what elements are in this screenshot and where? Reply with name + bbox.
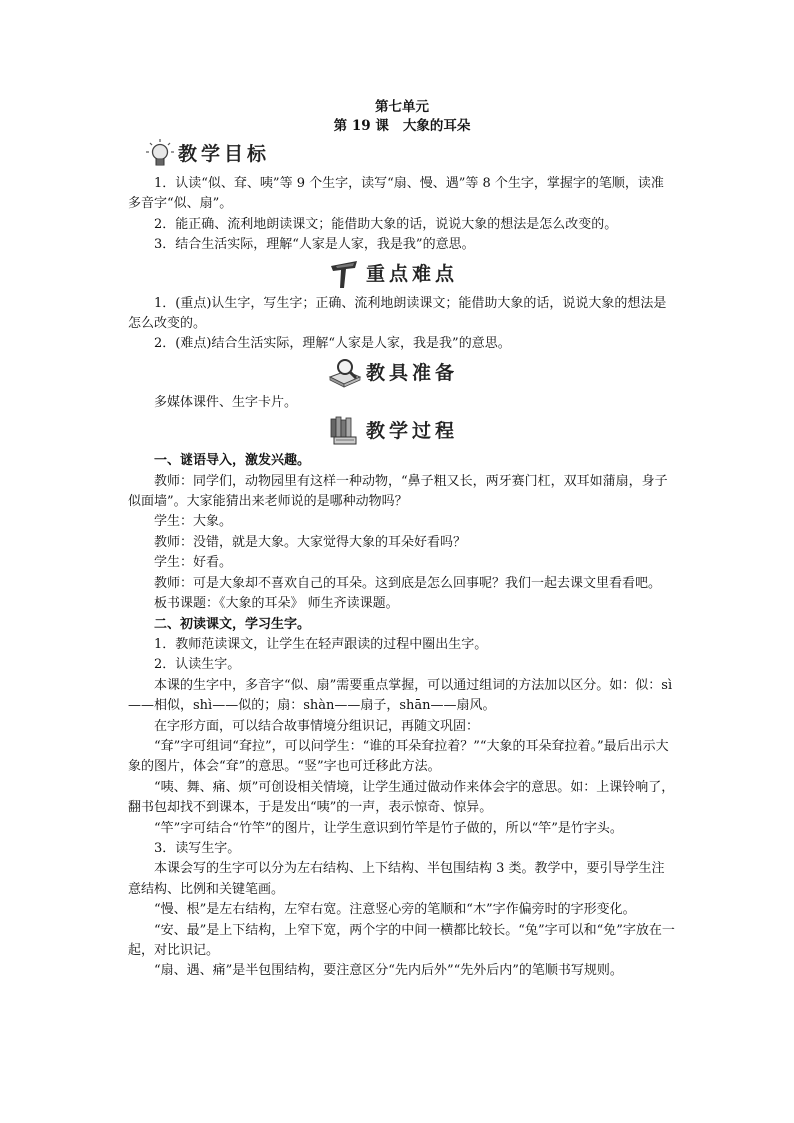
section-header-materials xyxy=(128,357,676,389)
process-paragraph: “扇、遇、痛”是半包围结构，要注意区分“先内后外”“先外后内”的笔顺书写规则。 xyxy=(154,963,623,979)
section-title-keypoints: 重点难点 xyxy=(366,262,459,285)
goal-item: 3．结合生活实际，理解“人家是人家，我是我”的意思。 xyxy=(154,237,475,253)
process-paragraph: “竿”字可结合“竹竿”的图片，让学生意识到竹竿是竹子做的，所以“竿”是竹字头。 xyxy=(154,820,623,836)
process-paragraph: 1．教师范读课文，让学生在轻声跟读的过程中圈出生字。 xyxy=(154,636,488,652)
goal-item: 2．能正确、流利地朗读课文；能借助大象的话，说说大象的想法是怎么改变的。 xyxy=(154,216,618,232)
section-header-keypoints xyxy=(128,258,676,290)
pin-icon xyxy=(328,258,360,290)
process-paragraph: 在字形方面，可以结合故事情境分组识记，再随文巩固： xyxy=(154,718,480,734)
books-computer-icon xyxy=(328,415,360,447)
process-step-heading: 一、谜语导入，激发兴趣。 xyxy=(154,453,311,469)
lightbulb-icon xyxy=(144,138,176,170)
section-title-goals: 教学目标 xyxy=(178,143,271,165)
magnifier-book-icon xyxy=(328,357,360,389)
lesson-number: 第 19 课 xyxy=(333,118,389,134)
lesson-name: 大象的耳朵 xyxy=(402,118,471,134)
materials-text: 多媒体课件、生字卡片。 xyxy=(154,394,298,410)
process-paragraph: 板书课题：《大象的耳朵》 师生齐读课题。 xyxy=(154,596,399,612)
process-step-heading: 二、初读课文，学习生字。 xyxy=(154,616,311,632)
goal-item: 1．认读“似、耷、咦”等 9 个生字，读写“扇、慢、遇”等 8 个生字，掌握字的笔顺，读准多音字“似、扇”。 xyxy=(128,176,664,212)
process-paragraph: “耷”字可组词“耷拉”，可以问学生：“谁的耳朵耷拉着？”“大象的耳朵耷拉着。”最后出示大象的图片，体会“耷”的意思。“竖”字也可迁移此方法。 xyxy=(128,738,669,775)
keypoint-item: 2．(难点)结合生活实际，理解“人家是人家，我是我”的意思。 xyxy=(154,336,511,352)
process-paragraph: 教师：同学们，动物园里有这样一种动物，“鼻子粗又长，两牙赛门杠，双耳如蒲扇，身子似面墙”。大家能猜出来老师说的是哪种动物吗？ xyxy=(128,473,668,510)
process-paragraph: 教师：没错，就是大象。大家觉得大象的耳朵好看吗？ xyxy=(154,534,467,550)
process-paragraph: 教师：可是大象却不喜欢自己的耳朵。这到底是怎么回事呢？我们一起去课文里看看吧。 xyxy=(154,575,662,591)
process-paragraph: 3．读写生字。 xyxy=(154,840,241,856)
section-header-process xyxy=(128,415,676,447)
process-paragraph: 本课的生字中，多音字“似、扇”需要重点掌握，可以通过组词的方法加以区分。如：似：sì——相似，shì——似的；扇：shàn——扇子，shān——扇风。 xyxy=(128,677,673,714)
lesson-title xyxy=(128,116,676,136)
process-paragraph: 学生：好看。 xyxy=(154,555,233,571)
process-paragraph: “安、最”是上下结构，上窄下宽，两个字的中间一横都比较长。“兔”字可以和“免”字放在一起，对比识记。 xyxy=(128,922,675,958)
unit-title: 第七单元 xyxy=(375,99,429,115)
process-paragraph: “慢、根”是左右结构，左窄右宽。注意竖心旁的笔顺和“木”字作偏旁时的字形变化。 xyxy=(154,902,636,918)
process-body xyxy=(128,451,676,982)
section-title-materials: 教具准备 xyxy=(366,361,459,384)
keypoint-item: 1．(重点)认生字，写生字；正确、流利地朗读课文；能借助大象的话，说说大象的想法是怎么改变的。 xyxy=(128,295,667,332)
section-title-process: 教学过程 xyxy=(366,420,459,443)
process-paragraph: 本课会写的生字可以分为左右结构、上下结构、半包围结构 3 类。教学中，要引导学生注意结构、比例和关键笔画。 xyxy=(128,861,665,897)
lesson-plan xyxy=(128,98,676,982)
process-paragraph: 2．认读生字。 xyxy=(154,657,241,673)
process-paragraph: “咦、舞、痛、烦”可创设相关情境，让学生通过做动作来体会字的意思。如：上课铃响了，翻书包却找不到课本，于是发出“咦”的一声，表示惊奇、惊异。 xyxy=(128,779,675,816)
section-header-goals xyxy=(128,138,676,170)
process-paragraph: 学生：大象。 xyxy=(154,514,233,530)
